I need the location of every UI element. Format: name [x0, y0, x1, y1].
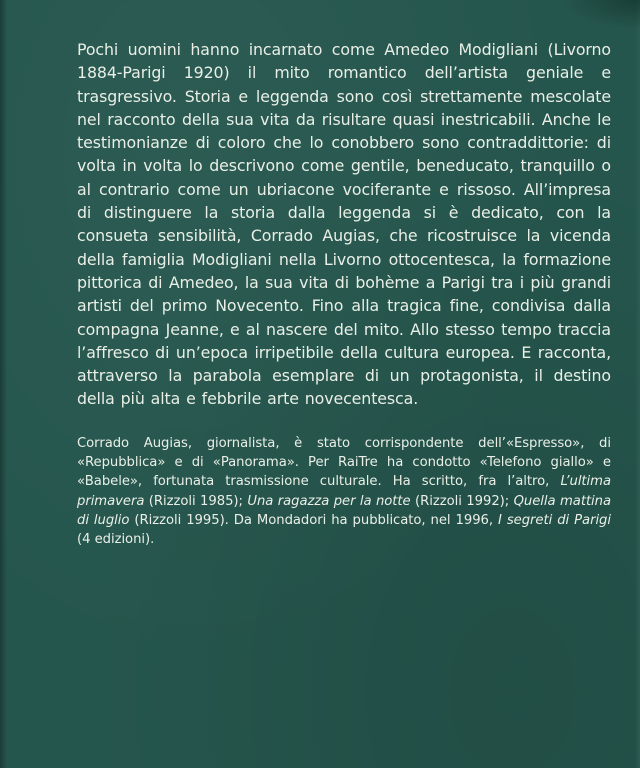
right-edge-highlight	[635, 0, 640, 768]
author-bio	[77, 434, 611, 549]
bio-text-3: (Rizzoli 1992);	[410, 493, 514, 509]
bio-text-5: (4 edizioni).	[77, 532, 155, 548]
left-edge-shadow	[0, 0, 7, 768]
bio-text-1: Corrado Augias, giornalista, è stato corrispondente dell’«Espresso», di «Repubblica» e di «Panorama». Per RaiTre ha condotto «Telefono giallo» e «Babele», fortunata trasmissione culturale. Ha scritto, fra l’altro,	[77, 436, 611, 490]
book-title-una-ragazza: Una ragazza per la notte	[247, 493, 411, 509]
bio-text-2: (Rizzoli 1985);	[144, 493, 248, 509]
book-title-segreti-parigi: I segreti di Parigi	[498, 512, 611, 528]
corner-wear	[560, 0, 640, 30]
book-blurb: Pochi uomini hanno incarnato come Amedeo Modigliani (Livorno 1884-Parigi 1920) il mito romantico dell’artista geniale e trasgressivo. Storia e leggenda sono così strettamente mescolate nel racconto della sua vita da risultare quasi inestricabili. Anche le testimonianze di coloro che lo conobbero sono contraddittorie: di volta in volta lo descrivono come gentile, beneducato, tranquillo o al contrario come un ubriacone vociferante e rissoso. All’impresa di distinguere la storia dalla leggenda si è dedicato, con la consueta sensibilità, Corrado Augias, che ricostruisce la vicenda della famiglia Modigliani nella Livorno ottocentesca, la formazione pittorica di Amedeo, la sua vita di bohème a Parigi tra i più grandi artisti del primo Novecento. Fino alla tragica fine, condivisa dalla compagna Jeanne, e al nascere del mito. Allo stesso tempo traccia l’affresco di un’epoca irripetibile della cultura europea. E racconta, attraverso la parabola esemplare di un protagonista, il destino della più alta e febbrile arte novecentesca.	[77, 40, 611, 409]
bio-text-4: (Rizzoli 1995). Da Mondadori ha pubblicato, nel 1996,	[129, 512, 499, 528]
book-title-quella-mattina: Quella mattina di luglio	[77, 493, 612, 528]
book-title-ultima-primavera: L’ultima primavera	[77, 474, 611, 509]
